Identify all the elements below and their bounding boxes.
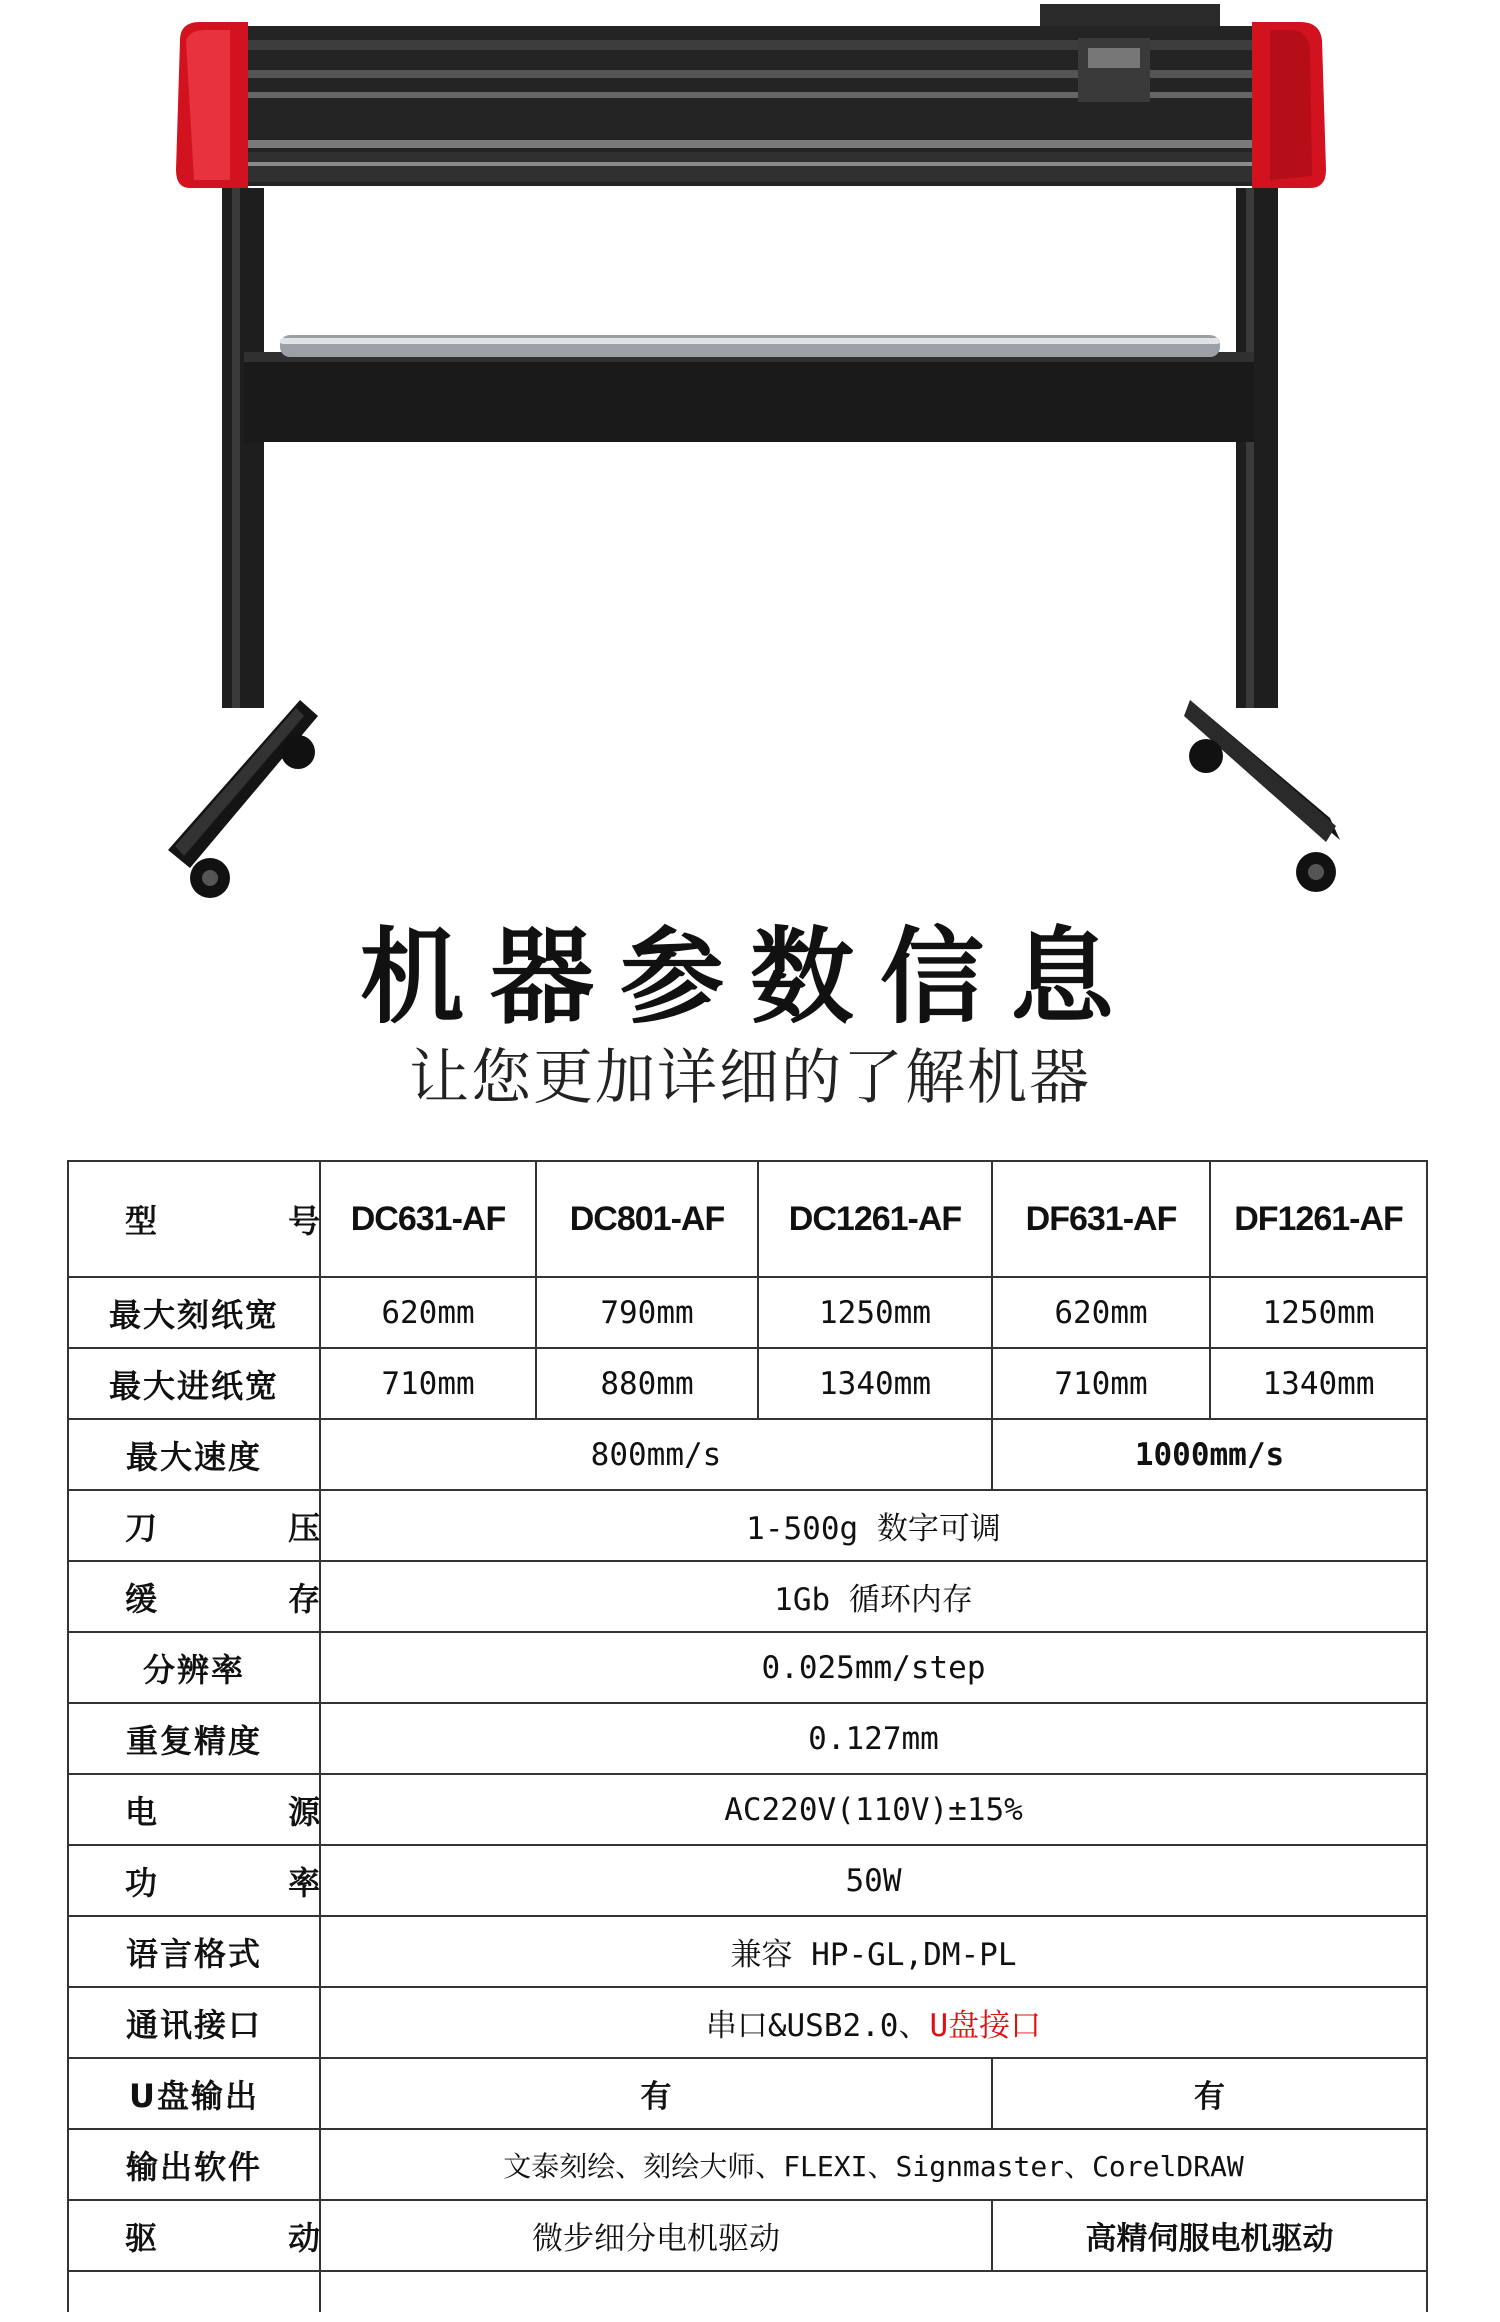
cell-value-mixed — [320, 1987, 1427, 2058]
cell-value: 790mm — [536, 1277, 758, 1348]
table-row — [68, 1419, 1427, 1490]
plotter-body — [176, 4, 1326, 188]
cell-value: 800mm/s — [320, 1419, 992, 1490]
row-label: 驱 动 — [68, 2200, 320, 2271]
table-row — [68, 1916, 1427, 1987]
cell-value: 620mm — [992, 1277, 1210, 1348]
model-dc631: DC631-AF — [320, 1161, 536, 1277]
spec-table — [67, 1160, 1428, 2312]
row-label: 功 率 — [68, 1845, 320, 1916]
cropped-cell — [68, 2271, 320, 2312]
cell-value: 兼容 HP-GL,DM-PL — [320, 1916, 1427, 1987]
table-row — [68, 1987, 1427, 2058]
table-row — [68, 2058, 1427, 2129]
interface-highlight: U盘接口 — [929, 2008, 1042, 2044]
interface-value: 串口&USB2.0、 — [705, 2008, 930, 2044]
row-label: 最大速度 — [68, 1419, 320, 1490]
cutting-plotter-image — [0, 0, 1500, 920]
cell-value: AC220V(110V)±15% — [320, 1774, 1427, 1845]
row-label: 通讯接口 — [68, 1987, 320, 2058]
row-label: 最大刻纸宽 — [68, 1277, 320, 1348]
model-dc1261: DC1261-AF — [758, 1161, 992, 1277]
cell-value: 1340mm — [1210, 1348, 1427, 1419]
cell-value: 0.127mm — [320, 1703, 1427, 1774]
table-row — [68, 1845, 1427, 1916]
cell-value: 1250mm — [758, 1277, 992, 1348]
right-stand — [1184, 188, 1340, 892]
row-label: 重复精度 — [68, 1703, 320, 1774]
table-row — [68, 1490, 1427, 1561]
cell-value: 有 — [320, 2058, 992, 2129]
cell-value: 文泰刻绘、刻绘大师、FLEXI、Signmaster、CorelDRAW — [320, 2129, 1427, 2200]
cell-value: 710mm — [992, 1348, 1210, 1419]
row-label: 刀 压 — [68, 1490, 320, 1561]
table-row — [68, 1703, 1427, 1774]
cell-value: 1250mm — [1210, 1277, 1427, 1348]
model-label: 型 号 — [68, 1161, 320, 1277]
row-label: 电 源 — [68, 1774, 320, 1845]
model-df1261: DF1261-AF — [1210, 1161, 1427, 1277]
page-title: 机器参数信息 — [359, 916, 1140, 1038]
cell-value: 880mm — [536, 1348, 758, 1419]
cell-value: 1-500g 数字可调 — [320, 1490, 1427, 1561]
table-row-cropped — [68, 2271, 1427, 2312]
table-header-row — [68, 1161, 1427, 1277]
cell-value: 50W — [320, 1845, 1427, 1916]
row-label: 最大进纸宽 — [68, 1348, 320, 1419]
model-dc801: DC801-AF — [536, 1161, 758, 1277]
cropped-cell — [320, 2271, 1427, 2312]
table-row — [68, 1632, 1427, 1703]
left-stand — [168, 188, 318, 898]
cell-value: 有 — [992, 2058, 1427, 2129]
table-row — [68, 1277, 1427, 1348]
table-row — [68, 1561, 1427, 1632]
model-df631: DF631-AF — [992, 1161, 1210, 1277]
cell-value: 微步细分电机驱动 — [320, 2200, 992, 2271]
row-label: 语言格式 — [68, 1916, 320, 1987]
cell-value-highlight: 1000mm/s — [992, 1419, 1427, 1490]
table-row — [68, 2129, 1427, 2200]
row-label: U盘输出 — [68, 2058, 320, 2129]
cell-value: 620mm — [320, 1277, 536, 1348]
table-row — [68, 2200, 1427, 2271]
cell-value-highlight: 高精伺服电机驱动 — [992, 2200, 1427, 2271]
table-row — [68, 1774, 1427, 1845]
row-label: 分辨率 — [68, 1632, 320, 1703]
table-row — [68, 1348, 1427, 1419]
row-label: 输出软件 — [68, 2129, 320, 2200]
cell-value: 1Gb 循环内存 — [320, 1561, 1427, 1632]
cell-value: 1340mm — [758, 1348, 992, 1419]
cell-value: 0.025mm/step — [320, 1632, 1427, 1703]
page-subtitle: 让您更加详细的了解机器 — [409, 1043, 1091, 1113]
cell-value: 710mm — [320, 1348, 536, 1419]
row-label: 缓 存 — [68, 1561, 320, 1632]
paper-roll-beam — [244, 335, 1254, 442]
